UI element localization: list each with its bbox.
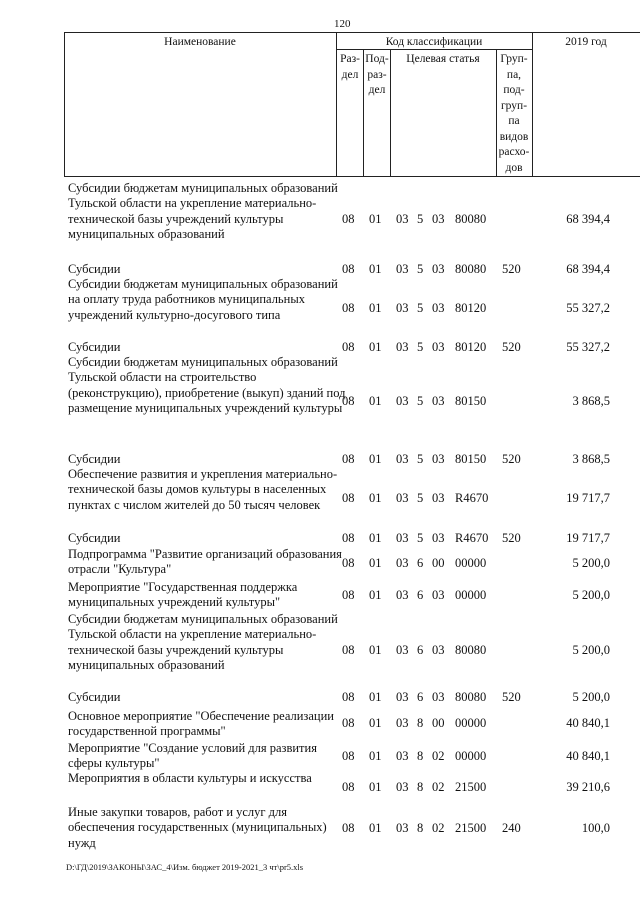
row-podrazdel: 01: [369, 749, 382, 763]
row-amount: 55 327,2: [566, 301, 610, 315]
row-target-program: 03: [396, 821, 409, 835]
row-podrazdel: 01: [369, 643, 382, 657]
file-path-footer: D:\ГД\2019\ЗАКОНЫ\ЗАС_4\Изм. бюджет 2019-2021_3 чт\pr5.xls: [66, 862, 304, 872]
row-target-subprogram: 8: [417, 749, 424, 763]
row-amount: 40 840,1: [566, 749, 610, 763]
row-target-subprogram: 5: [417, 340, 424, 354]
header-classification-code: Код классификации: [385, 36, 483, 48]
row-amount: 39 210,6: [566, 780, 610, 794]
row-expense-group: 520: [502, 531, 521, 545]
row-target-subprogram: 5: [417, 212, 424, 226]
row-target-subprogram: 5: [417, 301, 424, 315]
row-target-event: 02: [432, 780, 445, 794]
row-razdel: 08: [342, 340, 355, 354]
row-name: Субсидии: [68, 531, 121, 545]
row-amount: 68 394,4: [566, 212, 610, 226]
row-amount: 5 200,0: [572, 643, 610, 657]
row-razdel: 08: [342, 749, 355, 763]
row-target-direction: 80080: [455, 262, 487, 276]
row-name: Основное мероприятие "Обеспечение реализации государственной программы": [68, 709, 334, 739]
code-column-divider: [532, 32, 533, 176]
row-target-program: 03: [396, 394, 409, 408]
row-podrazdel: 01: [369, 716, 382, 730]
row-podrazdel: 01: [369, 821, 382, 835]
row-razdel: 08: [342, 556, 355, 570]
row-razdel: 08: [342, 262, 355, 276]
table-top-border: [64, 32, 640, 33]
row-target-subprogram: 6: [417, 588, 424, 602]
row-podrazdel: 01: [369, 394, 382, 408]
row-name: Субсидии бюджетам муниципальных образований Тульской области на укрепление материально-технической базы учреждений культуры муниципальных образований: [68, 612, 338, 672]
row-target-event: 03: [432, 301, 445, 315]
row-target-subprogram: 5: [417, 491, 424, 505]
row-podrazdel: 01: [369, 262, 382, 276]
row-target-event: 03: [432, 531, 445, 545]
header-expense-group: Груп- па, под- груп- па видов расхо- дов: [498, 53, 530, 174]
row-target-event: 03: [432, 340, 445, 354]
row-expense-group: 520: [502, 340, 521, 354]
row-target-event: 02: [432, 749, 445, 763]
row-name: Субсидии: [68, 340, 121, 354]
row-podrazdel: 01: [369, 452, 382, 466]
row-target-subprogram: 6: [417, 643, 424, 657]
row-target-subprogram: 5: [417, 531, 424, 545]
row-target-direction: 00000: [455, 716, 487, 730]
row-podrazdel: 01: [369, 531, 382, 545]
row-target-program: 03: [396, 212, 409, 226]
row-target-subprogram: 5: [417, 452, 424, 466]
row-target-program: 03: [396, 588, 409, 602]
row-target-program: 03: [396, 749, 409, 763]
row-expense-group: 520: [502, 262, 521, 276]
row-target-direction: 00000: [455, 588, 487, 602]
row-name: Подпрограмма "Развитие организаций образования отрасли "Культура": [68, 547, 342, 577]
header-year: 2019 год: [565, 36, 607, 48]
row-name: Мероприятие "Создание условий для развития сферы культуры": [68, 741, 317, 771]
row-target-subprogram: 5: [417, 394, 424, 408]
header-razdel: Раз- дел: [340, 53, 360, 81]
row-target-direction: R4670: [455, 491, 489, 505]
row-target-event: 03: [432, 394, 445, 408]
row-podrazdel: 01: [369, 780, 382, 794]
row-target-program: 03: [396, 491, 409, 505]
row-razdel: 08: [342, 690, 355, 704]
row-target-event: 03: [432, 588, 445, 602]
row-podrazdel: 01: [369, 588, 382, 602]
row-target-event: 03: [432, 643, 445, 657]
row-name: Обеспечение развития и укрепления материально-технической базы домов культуры в населенных пунктах с числом жителей до 50 тысяч человек: [68, 467, 338, 512]
row-amount: 3 868,5: [572, 394, 610, 408]
header-target-article: Целевая статья: [406, 53, 480, 65]
row-name: Субсидии: [68, 452, 121, 466]
row-amount: 55 327,2: [566, 340, 610, 354]
row-target-program: 03: [396, 716, 409, 730]
row-target-subprogram: 8: [417, 821, 424, 835]
row-target-program: 03: [396, 531, 409, 545]
row-razdel: 08: [342, 716, 355, 730]
row-podrazdel: 01: [369, 212, 382, 226]
row-podrazdel: 01: [369, 556, 382, 570]
row-target-program: 03: [396, 780, 409, 794]
row-amount: 5 200,0: [572, 556, 610, 570]
row-razdel: 08: [342, 301, 355, 315]
row-name: Субсидии бюджетам муниципальных образований на оплату труда работников муниципальных учреждений культурно-досугового типа: [68, 277, 338, 322]
row-target-subprogram: 5: [417, 262, 424, 276]
code-header-divider: [336, 49, 532, 50]
row-razdel: 08: [342, 821, 355, 835]
header-podrazdel: Под- раз- дел: [365, 53, 389, 96]
header-bottom-border: [64, 176, 640, 177]
row-target-direction: 00000: [455, 749, 487, 763]
row-target-program: 03: [396, 452, 409, 466]
table-left-border: [64, 32, 65, 176]
row-target-program: 03: [396, 690, 409, 704]
row-amount: 19 717,7: [566, 531, 610, 545]
row-target-direction: 80150: [455, 452, 487, 466]
row-name: Субсидии: [68, 262, 121, 276]
row-amount: 3 868,5: [572, 452, 610, 466]
row-razdel: 08: [342, 531, 355, 545]
row-amount: 5 200,0: [572, 690, 610, 704]
row-target-direction: 80120: [455, 301, 487, 315]
row-target-subprogram: 8: [417, 780, 424, 794]
row-razdel: 08: [342, 452, 355, 466]
row-target-event: 03: [432, 491, 445, 505]
row-target-direction: 21500: [455, 821, 487, 835]
row-target-direction: 80150: [455, 394, 487, 408]
row-target-event: 00: [432, 556, 445, 570]
row-target-program: 03: [396, 556, 409, 570]
row-name: Субсидии бюджетам муниципальных образований Тульской области на строительство (реконструкцию), приобретение (выкуп) зданий под размещение муниципальных учреждений культуры: [68, 355, 346, 415]
row-expense-group: 520: [502, 690, 521, 704]
row-target-event: 03: [432, 262, 445, 276]
row-razdel: 08: [342, 588, 355, 602]
row-target-event: 00: [432, 716, 445, 730]
row-target-direction: 00000: [455, 556, 487, 570]
row-target-program: 03: [396, 262, 409, 276]
row-target-direction: R4670: [455, 531, 489, 545]
row-expense-group: 520: [502, 452, 521, 466]
row-target-event: 03: [432, 212, 445, 226]
row-name: Субсидии бюджетам муниципальных образований Тульской области на укрепление материально-технической базы учреждений культуры муниципальных образований: [68, 181, 338, 241]
row-amount: 5 200,0: [572, 588, 610, 602]
row-razdel: 08: [342, 394, 355, 408]
row-razdel: 08: [342, 212, 355, 226]
podrazdel-column-divider: [390, 49, 391, 176]
row-target-event: 02: [432, 821, 445, 835]
row-target-direction: 80080: [455, 643, 487, 657]
row-target-direction: 80080: [455, 690, 487, 704]
row-amount: 19 717,7: [566, 491, 610, 505]
row-amount: 68 394,4: [566, 262, 610, 276]
row-target-direction: 80120: [455, 340, 487, 354]
row-target-program: 03: [396, 301, 409, 315]
row-name: Субсидии: [68, 690, 121, 704]
row-expense-group: 240: [502, 821, 521, 835]
row-target-subprogram: 8: [417, 716, 424, 730]
row-target-direction: 21500: [455, 780, 487, 794]
row-target-event: 03: [432, 452, 445, 466]
row-target-subprogram: 6: [417, 556, 424, 570]
row-podrazdel: 01: [369, 690, 382, 704]
row-podrazdel: 01: [369, 301, 382, 315]
row-podrazdel: 01: [369, 491, 382, 505]
row-razdel: 08: [342, 643, 355, 657]
row-razdel: 08: [342, 491, 355, 505]
row-amount: 100,0: [581, 821, 610, 835]
row-target-direction: 80080: [455, 212, 487, 226]
row-razdel: 08: [342, 780, 355, 794]
row-target-event: 03: [432, 690, 445, 704]
row-podrazdel: 01: [369, 340, 382, 354]
row-target-program: 03: [396, 340, 409, 354]
row-name: Мероприятие "Государственная поддержка муниципальных учреждений культуры": [68, 580, 298, 610]
row-amount: 40 840,1: [566, 716, 610, 730]
row-target-program: 03: [396, 643, 409, 657]
page-number: 120: [334, 18, 351, 30]
row-name: Мероприятия в области культуры и искусства: [68, 771, 312, 785]
row-name: Иные закупки товаров, работ и услуг для обеспечения государственных (муниципальных) нужд: [68, 805, 327, 850]
row-target-subprogram: 6: [417, 690, 424, 704]
header-name: Наименование: [164, 36, 236, 48]
